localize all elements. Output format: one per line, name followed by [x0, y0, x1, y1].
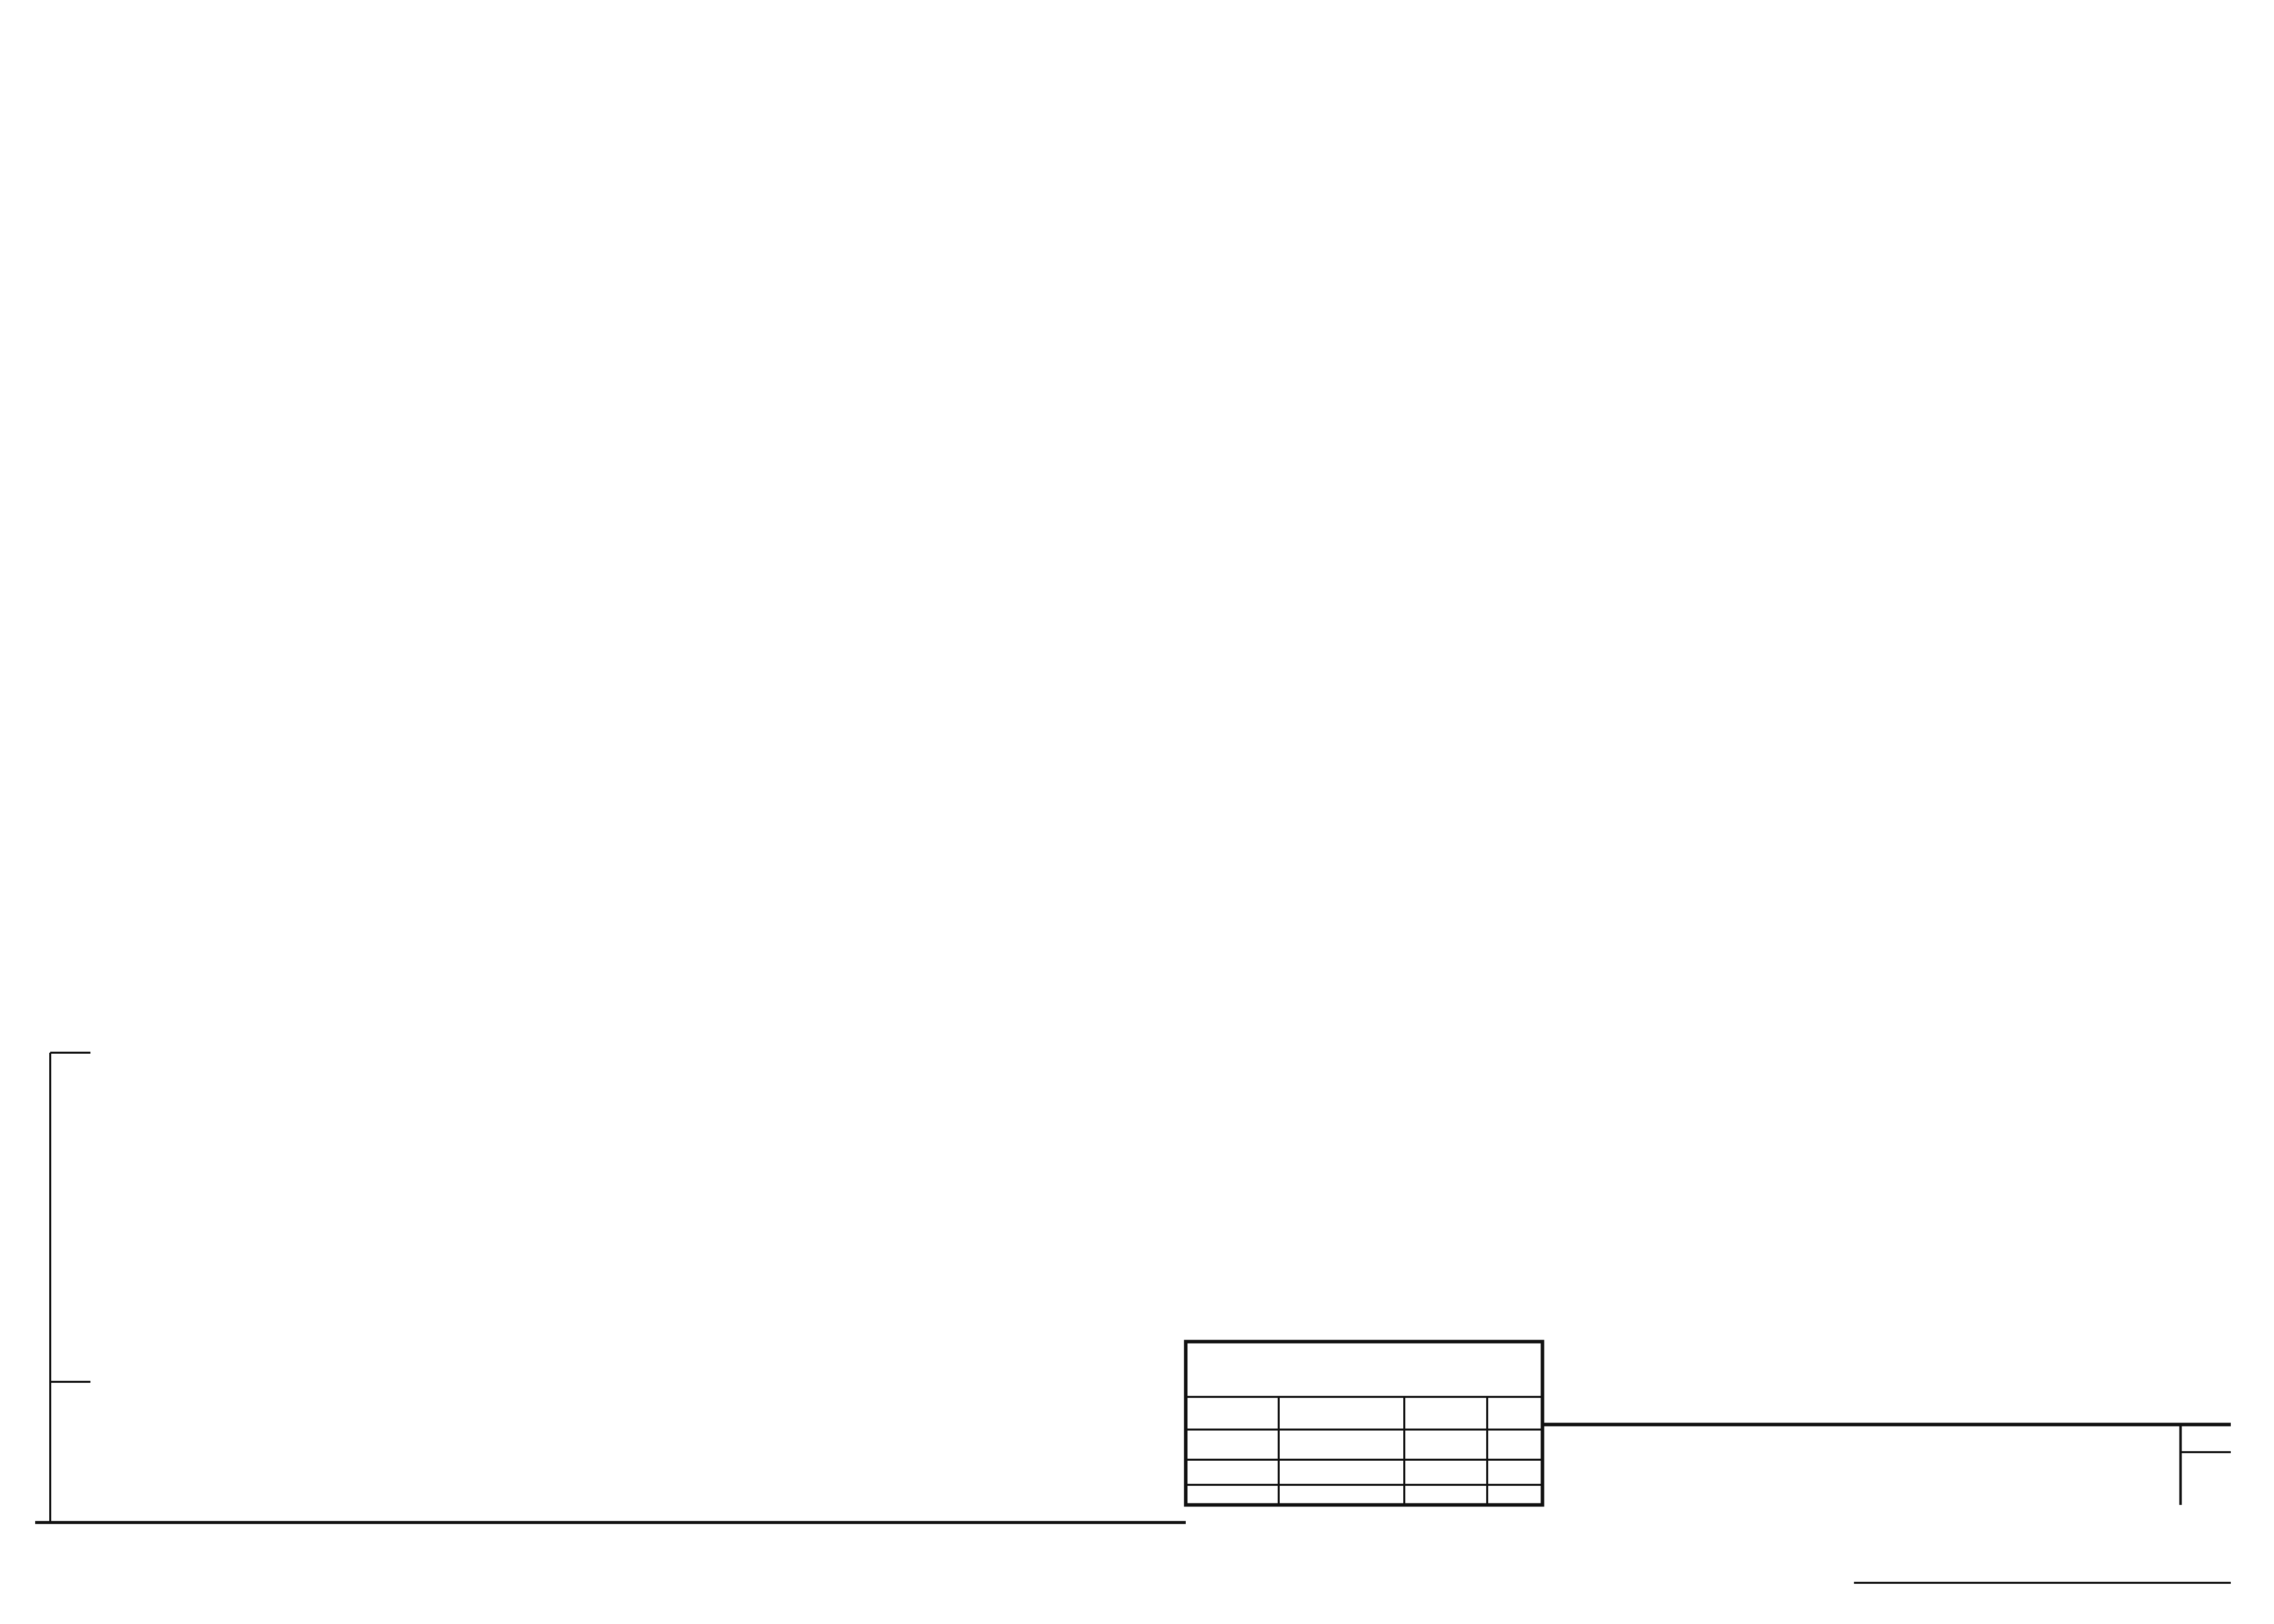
- title-block: [1186, 1342, 2231, 1583]
- binding-margin: [35, 1053, 1186, 1522]
